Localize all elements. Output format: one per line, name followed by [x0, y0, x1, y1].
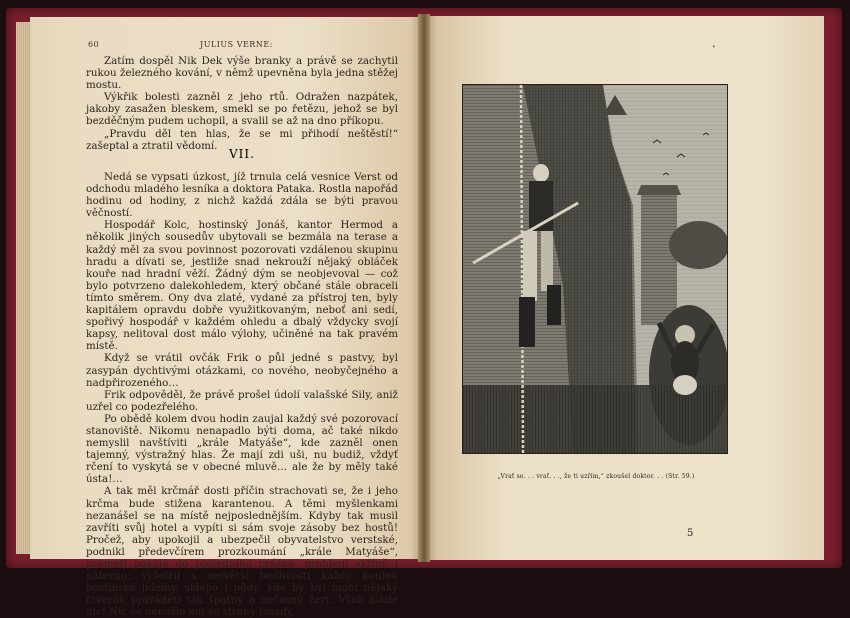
left-page-number: 60 — [88, 40, 100, 49]
text-block-top — [86, 55, 398, 152]
paragraph: Frik odpověděl, že právě prošel údolí valašské Sily, aniž uzřel co podezřelého. — [86, 388, 398, 413]
chapter-heading: VII. — [229, 147, 255, 161]
paragraph: Když se vrátil ovčák Frik o půl jedné s pastvy, byl zasypán dychtivými otázkami, co nového, neobyčejného a nadpřirozeného… — [86, 352, 398, 389]
book-gutter — [418, 14, 430, 562]
running-head: JULIUS VERNE: — [200, 40, 273, 49]
paragraph: Po obědě kolem dvou hodin zaujal každý své pozorovací stanoviště. Nikomu nenapadlo býti doma, ač také nikdo nemyslil navštíviti „krále Matyáše“, kde zazněl onen tajemný, výstražný hlas. Že mají zdi uši, nu budiž, vždyť rčení to vyskytá se v obecné mluvě… ale že by měly také ústa!… — [86, 412, 398, 486]
engraving-illustration — [462, 84, 728, 454]
right-page-number: 5 — [687, 528, 694, 539]
paragraph: Zatím dospěl Nik Dek výše branky a právě se zachytil rukou železného kování, v němž upevněna byla jedna stěžej mostu. — [86, 55, 398, 92]
paragraph: „Pravdu děl ten hlas, že se mi přihodí neštěstí!“ zašeptal a ztratil vědomí. — [86, 127, 398, 152]
illustration-caption: „Vrať se. . . vrať. . ., že ti uzřím,“ zkoušel doktor. . . (Str. 59.) — [497, 473, 695, 480]
paragraph: Nedá se vypsati úzkost, jíž trnula celá vesnice Verst od odchodu mladého lesníka a doktora Pataka. Rostla napořád hodinu od hodiny, z nichž každá zdála se býti pravou věčností. — [86, 171, 398, 220]
text-block-chapter — [86, 171, 398, 618]
paragraph: Hospodář Kolc, hostinský Jonáš, kantor Hermod a několik jiných sousedův ubytovali se bezmála na terase a každý měl za svou povinnost pozorovati vzdálenou skupinu hradu a dívati se, jestliže snad nekrouží nějaký obláček kouře nad hradní věží. Žádný dým se neobjevoval — což bylo potvrzeno dalekohledem, který občané stále obraceli tímto směrem. Ony dva zlaté, vydané za přístroj ten, byly kapitálem opravdu dobře využitkovaným, neboť ani sedí, spořivý hospodář v každém ohledu a dbalý vždycky svojí kapsy, nelitoval dost málo výlohy, učiněné na tak pravém místě. — [86, 219, 398, 353]
paragraph: Výkřik bolesti zazněl z jeho rtů. Odražen nazpátek, jakoby zasažen bleskem, smekl se po řetězu, jehož se byl bezděčným pudem uchopil, a svalil se až na dno příkopu. — [86, 91, 398, 128]
engraving-picture — [463, 85, 727, 453]
page-mark: • — [712, 44, 716, 51]
paragraph: A tak měl krčmář dosti příčin strachovati se, že i jeho krčma bude stižena karantenou. A těmi myšlenkami nezanášel se na místě nejposlednějším. Kdyby tak musil zavříti svůj hotel a vypíti si sám svoje zásoby bez hostů! Pročež, aby upokojil a ubezpečil obyvatelstvo verstské, podnikl předevčírem prozkoumání „krále Matyáše“, prometl pokoje do posledního prášku, prohledl skříně i nálevnu, vyšetřil s největší bedlivostí každý koutek hostinské jídelny, sklepa i půdy, kde by byl mohl nějaký čtverák prováděti tak špatný a nečasný žert. Však nikde nic! Nic se nenašlo ani se strany fasady, — [86, 485, 398, 618]
